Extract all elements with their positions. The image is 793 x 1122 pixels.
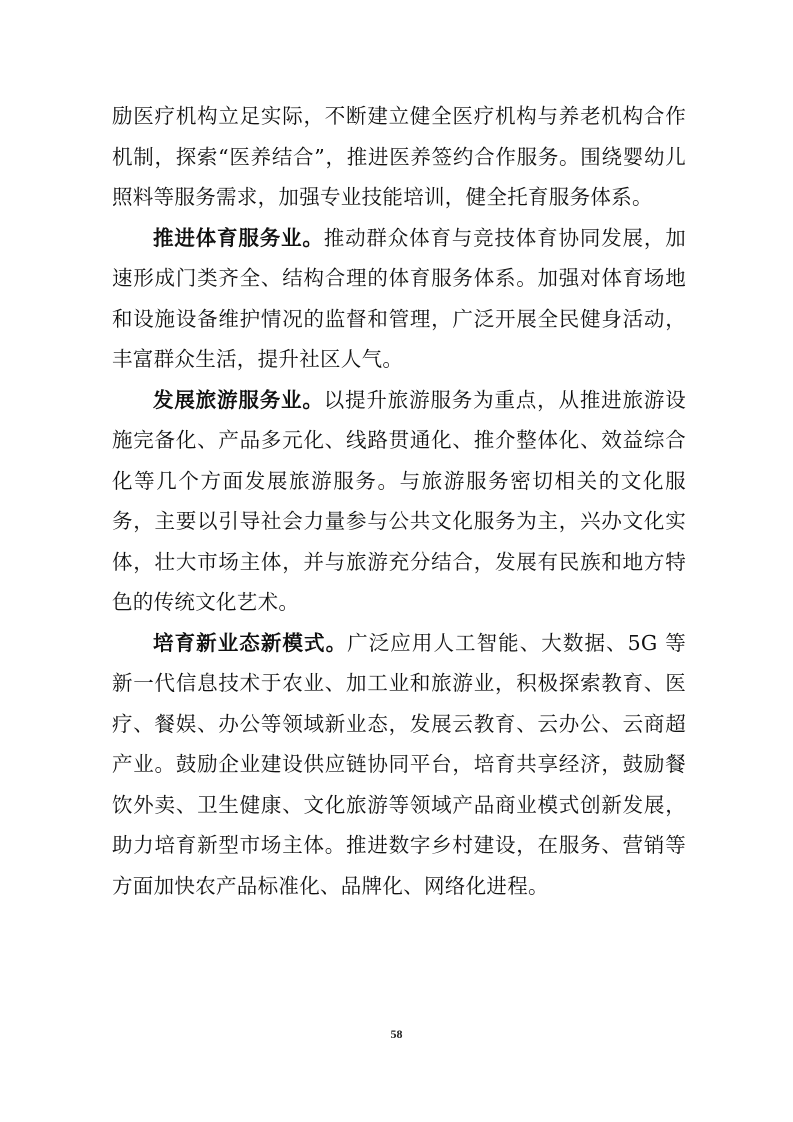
page-number: 58 xyxy=(390,1027,403,1041)
paragraph-text: 以提升旅游服务为重点，从推进旅游设施完备化、产品多元化、线路贯通化、推介整体化、效益综合化等几个方面发展旅游服务。与旅游服务密切相关的文化服务，主要以引导社会力量参与公共文化服务为主，兴办文化实体，壮大市场主体，并与旅游充分结合，发展有民族和地方特色的传统文化艺术。 xyxy=(112,387,686,614)
paragraph-tourism-services xyxy=(112,380,686,623)
paragraph-heading: 发展旅游服务业。 xyxy=(153,387,324,412)
page-body xyxy=(112,96,686,906)
paragraph-sports-services xyxy=(112,218,686,380)
paragraph-text: 励医疗机构立足实际，不断建立健全医疗机构与养老机构合作机制，探索“医养结合”，推进医养签约合作服务。围绕婴幼儿照料等服务需求，加强专业技能培训，健全托育服务体系。 xyxy=(112,104,686,209)
paragraph-text: 广泛应用人工智能、大数据、5G 等新一代信息技术于农业、加工业和旅游业，积极探索教育、医疗、餐娱、办公等领域新业态，发展云教育、云办公、云商超产业。鼓励企业建设供应链协同平台，培育共享经济，鼓励餐饮外卖、卫生健康、文化旅游等领域产品商业模式创新发展，助力培育新型市场主体。推进数字乡村建设，在服务、营销等方面加快农产品标准化、品牌化、网络化进程。 xyxy=(112,630,686,898)
paragraph-continuation xyxy=(112,96,686,218)
paragraph-new-business-models xyxy=(112,623,686,907)
paragraph-heading: 推进体育服务业。 xyxy=(153,225,324,250)
paragraph-text: 推动群众体育与竞技体育协同发展，加速形成门类齐全、结构合理的体育服务体系。加强对体育场地和设施设备维护情况的监督和管理，广泛开展全民健身活动，丰富群众生活，提升社区人气。 xyxy=(112,225,686,371)
paragraph-heading: 培育新业态新模式。 xyxy=(153,630,348,655)
